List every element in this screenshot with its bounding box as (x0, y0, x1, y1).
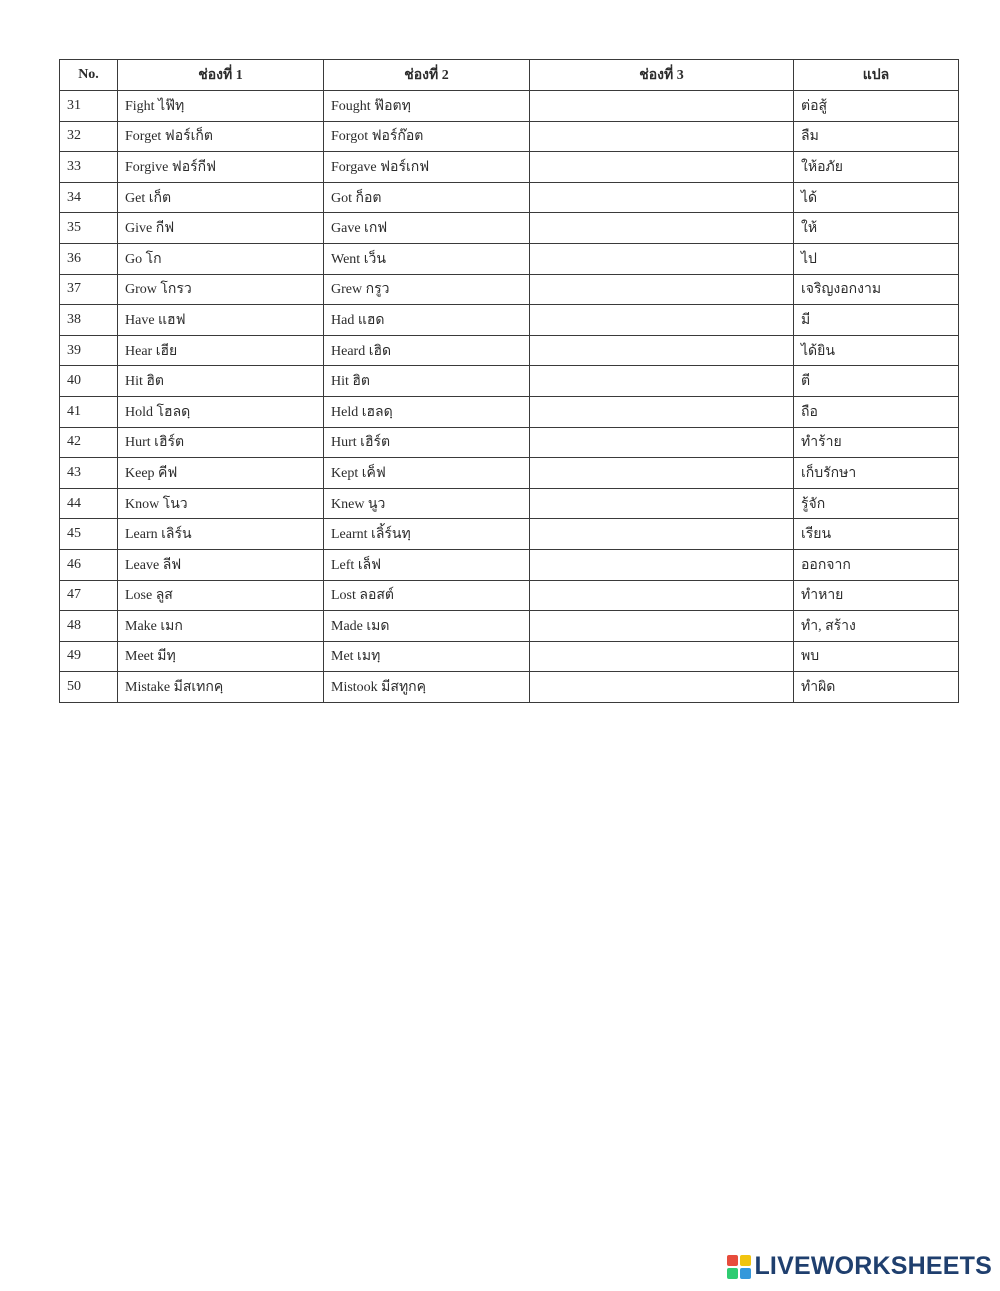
cell-form-3-answer[interactable] (530, 458, 794, 489)
cell-form-2: Mistook มีสทูกคฺ (324, 672, 530, 703)
cell-no: 49 (60, 641, 118, 672)
cell-meaning: ได้ยิน (794, 335, 959, 366)
table-row (60, 427, 959, 458)
cell-meaning: มี (794, 305, 959, 336)
header-form-3: ช่องที่ 3 (530, 60, 794, 91)
cell-form-3-answer[interactable] (530, 549, 794, 580)
cell-form-3-answer[interactable] (530, 641, 794, 672)
logo-square-4 (740, 1268, 751, 1279)
cell-form-3-answer[interactable] (530, 213, 794, 244)
cell-form-3-answer[interactable] (530, 519, 794, 550)
cell-form-1: Keep คีฟ (118, 458, 324, 489)
cell-form-1: Hurt เฮิร์ต (118, 427, 324, 458)
table-row (60, 396, 959, 427)
table-row (60, 458, 959, 489)
liveworksheets-logo-icon (727, 1255, 751, 1279)
table-row (60, 274, 959, 305)
cell-no: 42 (60, 427, 118, 458)
cell-form-1: Hear เฮีย (118, 335, 324, 366)
cell-form-2: Grew กรูว (324, 274, 530, 305)
cell-form-2: Heard เฮิด (324, 335, 530, 366)
cell-form-3-answer[interactable] (530, 611, 794, 642)
cell-form-3-answer[interactable] (530, 274, 794, 305)
table-row (60, 611, 959, 642)
cell-meaning: ให้ (794, 213, 959, 244)
cell-form-1: Hit ฮิต (118, 366, 324, 397)
cell-form-2: Held เฮลดฺ (324, 396, 530, 427)
table-row (60, 335, 959, 366)
cell-meaning: ออกจาก (794, 549, 959, 580)
header-no: No. (60, 60, 118, 91)
cell-meaning: พบ (794, 641, 959, 672)
table-row (60, 182, 959, 213)
cell-form-2: Went เว็น (324, 243, 530, 274)
cell-no: 39 (60, 335, 118, 366)
cell-form-3-answer[interactable] (530, 243, 794, 274)
cell-no: 43 (60, 458, 118, 489)
cell-form-3-answer[interactable] (530, 396, 794, 427)
cell-form-3-answer[interactable] (530, 672, 794, 703)
table-row (60, 305, 959, 336)
table-row (60, 641, 959, 672)
cell-form-1: Grow โกรว (118, 274, 324, 305)
cell-form-2: Left เล็ฟ (324, 549, 530, 580)
brand-name: LIVEWORKSHEETS (754, 1252, 992, 1280)
cell-meaning: ลืม (794, 121, 959, 152)
cell-form-2: Kept เค็ฟ (324, 458, 530, 489)
cell-no: 50 (60, 672, 118, 703)
table-row (60, 580, 959, 611)
cell-meaning: ได้ (794, 182, 959, 213)
table-row (60, 152, 959, 183)
cell-form-1: Meet มีทฺ (118, 641, 324, 672)
cell-form-3-answer[interactable] (530, 182, 794, 213)
liveworksheets-brand (727, 1252, 992, 1281)
cell-meaning: รู้จัก (794, 488, 959, 519)
cell-form-2: Forgot ฟอร์ก๊อต (324, 121, 530, 152)
cell-form-2: Got ก็อต (324, 182, 530, 213)
cell-meaning: เก็บรักษา (794, 458, 959, 489)
cell-no: 31 (60, 91, 118, 122)
cell-form-3-answer[interactable] (530, 152, 794, 183)
table-row (60, 121, 959, 152)
header-form-1: ช่องที่ 1 (118, 60, 324, 91)
cell-form-3-answer[interactable] (530, 121, 794, 152)
cell-form-1: Learn เลิร์น (118, 519, 324, 550)
cell-form-2: Knew นูว (324, 488, 530, 519)
cell-form-3-answer[interactable] (530, 335, 794, 366)
cell-form-1: Lose ลูส (118, 580, 324, 611)
logo-square-3 (727, 1268, 738, 1279)
cell-form-1: Get เก็ต (118, 182, 324, 213)
cell-meaning: เจริญงอกงาม (794, 274, 959, 305)
cell-no: 41 (60, 396, 118, 427)
cell-form-1: Hold โฮลดฺ (118, 396, 324, 427)
cell-form-2: Fought ฟ๊อตทฺ (324, 91, 530, 122)
cell-meaning: เรียน (794, 519, 959, 550)
cell-meaning: ทำหาย (794, 580, 959, 611)
cell-meaning: ไป (794, 243, 959, 274)
cell-meaning: ทำ, สร้าง (794, 611, 959, 642)
cell-meaning: ทำร้าย (794, 427, 959, 458)
table-row (60, 366, 959, 397)
cell-meaning: ทำผิด (794, 672, 959, 703)
table-row (60, 243, 959, 274)
cell-no: 38 (60, 305, 118, 336)
cell-form-3-answer[interactable] (530, 427, 794, 458)
cell-form-2: Lost ลอสต์ (324, 580, 530, 611)
cell-form-2: Had แฮด (324, 305, 530, 336)
cell-meaning: ถือ (794, 396, 959, 427)
table-row (60, 519, 959, 550)
cell-form-3-answer[interactable] (530, 580, 794, 611)
cell-no: 47 (60, 580, 118, 611)
cell-no: 44 (60, 488, 118, 519)
cell-no: 45 (60, 519, 118, 550)
cell-no: 32 (60, 121, 118, 152)
cell-meaning: ต่อสู้ (794, 91, 959, 122)
cell-form-3-answer[interactable] (530, 488, 794, 519)
table-row (60, 91, 959, 122)
logo-square-2 (740, 1255, 751, 1266)
logo-square-1 (727, 1255, 738, 1266)
cell-form-3-answer[interactable] (530, 305, 794, 336)
cell-form-2: Gave เกฟ (324, 213, 530, 244)
cell-no: 48 (60, 611, 118, 642)
cell-no: 33 (60, 152, 118, 183)
cell-form-1: Mistake มีสเทกคฺ (118, 672, 324, 703)
verb-worksheet-table (59, 59, 959, 703)
cell-form-1: Go โก (118, 243, 324, 274)
cell-form-1: Fight ไฟ๊ทฺ (118, 91, 324, 122)
cell-form-1: Give กีฟ (118, 213, 324, 244)
cell-form-2: Learnt เลิ้ร์นทฺ (324, 519, 530, 550)
table-row (60, 549, 959, 580)
header-form-2: ช่องที่ 2 (324, 60, 530, 91)
cell-meaning: ตี (794, 366, 959, 397)
cell-form-1: Make เมก (118, 611, 324, 642)
cell-no: 36 (60, 243, 118, 274)
cell-no: 37 (60, 274, 118, 305)
table-row (60, 672, 959, 703)
cell-form-2: Hit ฮิต (324, 366, 530, 397)
table-row (60, 488, 959, 519)
cell-form-1: Know โนว (118, 488, 324, 519)
table-row (60, 213, 959, 244)
cell-form-2: Forgave ฟอร์เกฟ (324, 152, 530, 183)
cell-form-3-answer[interactable] (530, 366, 794, 397)
cell-form-1: Have แฮฟ (118, 305, 324, 336)
cell-form-1: Forgive ฟอร์กีฟ (118, 152, 324, 183)
cell-form-1: Leave ลีฟ (118, 549, 324, 580)
cell-no: 35 (60, 213, 118, 244)
cell-form-2: Made เมด (324, 611, 530, 642)
cell-form-2: Met เมทฺ (324, 641, 530, 672)
header-meaning: แปล (794, 60, 959, 91)
cell-meaning: ให้อภัย (794, 152, 959, 183)
cell-form-1: Forget ฟอร์เก็ต (118, 121, 324, 152)
cell-no: 40 (60, 366, 118, 397)
cell-no: 46 (60, 549, 118, 580)
cell-no: 34 (60, 182, 118, 213)
cell-form-2: Hurt เฮิร์ต (324, 427, 530, 458)
table-header-row (60, 60, 959, 91)
cell-form-3-answer[interactable] (530, 91, 794, 122)
